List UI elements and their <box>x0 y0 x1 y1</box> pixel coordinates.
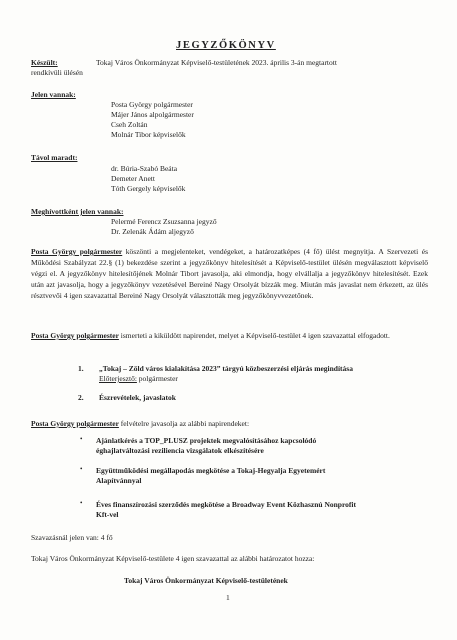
presenter-role: polgármester <box>136 374 178 383</box>
presenter-label: Előterjesztő: <box>99 374 137 383</box>
agenda-title-2: Észrevételek, javaslatok <box>99 393 176 402</box>
agenda-num-2: 2. <box>78 393 84 402</box>
opening-text: köszönti a megjelenteket, vendégeket, a határozatképes (4 fő) ülést megnyitja. A Szervezeti és Működési Szabályzat 22.§ (1) bekezdése szerint a jegyzőkönyv hitelesítését a Képviselő-testület ülésén megválasztott képviselő végzi el. A jegyzőkönyv hitelesítőjének Molnár Tibort javasolja, aki elmondja, hogy elvállalja a jegyzőkönyv hitelesítését. Ezek után azt javasolja, hogy a jegyzőkönyv vezetésével Bereiné Nagy Orsolyát bízzák meg. Miután más javaslat nem érkezett, az ülés résztvevői 4 igen szavazattal Bereiné Nagy Orsolyát választották meg jegyzőkönyvvezetőnek. <box>31 247 428 300</box>
opening-paragraph <box>31 246 428 301</box>
jelen-name-3: Molnár Tibor képviselők <box>111 130 186 139</box>
bullet-dot-icon: • <box>80 435 83 443</box>
proposal-text: felvételre javasolja az alábbi napirendeket: <box>118 419 250 428</box>
resolution-title: Tokaj Város Önkormányzat Képviselő-testületének <box>124 576 288 585</box>
speaker-name: Posta György polgármester <box>31 247 123 256</box>
meghivott-label: Meghívottként jelen vannak: <box>31 207 124 216</box>
kozult-line1: Tokaj Város Önkormányzat Képviselő-testületének 2023. április 3-án megtartott <box>96 58 337 67</box>
proposal-paragraph <box>31 418 249 429</box>
agenda-presenter-1 <box>99 374 178 384</box>
bullet-dot-icon: • <box>80 465 83 473</box>
bullet-3-line1: Éves finanszírozási szerződés megkötése a Broadway Event Közhasznú Nonprofit <box>96 500 356 509</box>
agenda-num-1: 1. <box>78 364 84 373</box>
document-title: JEGYZŐKÖNYV <box>176 40 276 51</box>
bullet-2-line2: Alapítvánnyal <box>96 476 142 485</box>
meghivott-name-1: Dr. Zelenák Ádám aljegyző <box>111 227 194 236</box>
tavol-name-2: Tóth Gergely képviselők <box>111 184 186 193</box>
jelen-name-2: Cseh Zoltán <box>111 120 148 129</box>
jelen-name-0: Posta György polgármester <box>111 100 193 109</box>
bullet-1-line2: éghajlatváltozási reziliencia vizsgálatok elkészítésére <box>96 446 264 455</box>
meghivott-name-0: Pelermé Ferencz Zsuzsanna jegyző <box>111 217 217 226</box>
bullet-1-line1: Ajánlatkérés a TOP_PLUSZ projektek megvalósításához kapcsolódó <box>96 436 317 445</box>
bullet-dot-icon: • <box>80 499 83 507</box>
page-number: 1 <box>226 593 230 602</box>
tavol-label: Távol maradt: <box>31 153 78 162</box>
speaker-name: Posta György polgármester <box>31 331 119 340</box>
agenda-intro-paragraph <box>31 330 428 341</box>
jelen-name-1: Májer János alpolgármester <box>111 110 194 119</box>
speaker-name: Posta György polgármester <box>31 419 119 428</box>
kozult-label: Készült: <box>31 58 58 67</box>
present-count: Szavazásnál jelen van: 4 fő <box>31 533 113 542</box>
agenda-intro-text: ismerteti a kiküldött napirendet, melyet a Képviselő-testület 4 igen szavazattal elfogadott. <box>118 331 390 340</box>
bullet-3-line2: Kft-vel <box>96 510 119 519</box>
bullet-2-line1: Együttműködési megállapodás megkötése a Tokaj-Hegyalja Egyetemért <box>96 466 326 475</box>
tavol-name-0: dr. Búria-Szabó Beáta <box>111 164 178 173</box>
agenda-title-1: „Tokaj – Zöld város kialakítása 2023” tárgyú közbeszerzési eljárás megindítása <box>99 364 353 373</box>
tavol-name-1: Demeter Anett <box>111 174 155 183</box>
jelen-label: Jelen vannak: <box>31 90 76 99</box>
kozult-line2: rendkívüli ülésén <box>31 68 83 77</box>
vote-line: Tokaj Város Önkormányzat Képviselő-testülete 4 igen szavazattal az alábbi határozatot hozza: <box>31 554 315 563</box>
